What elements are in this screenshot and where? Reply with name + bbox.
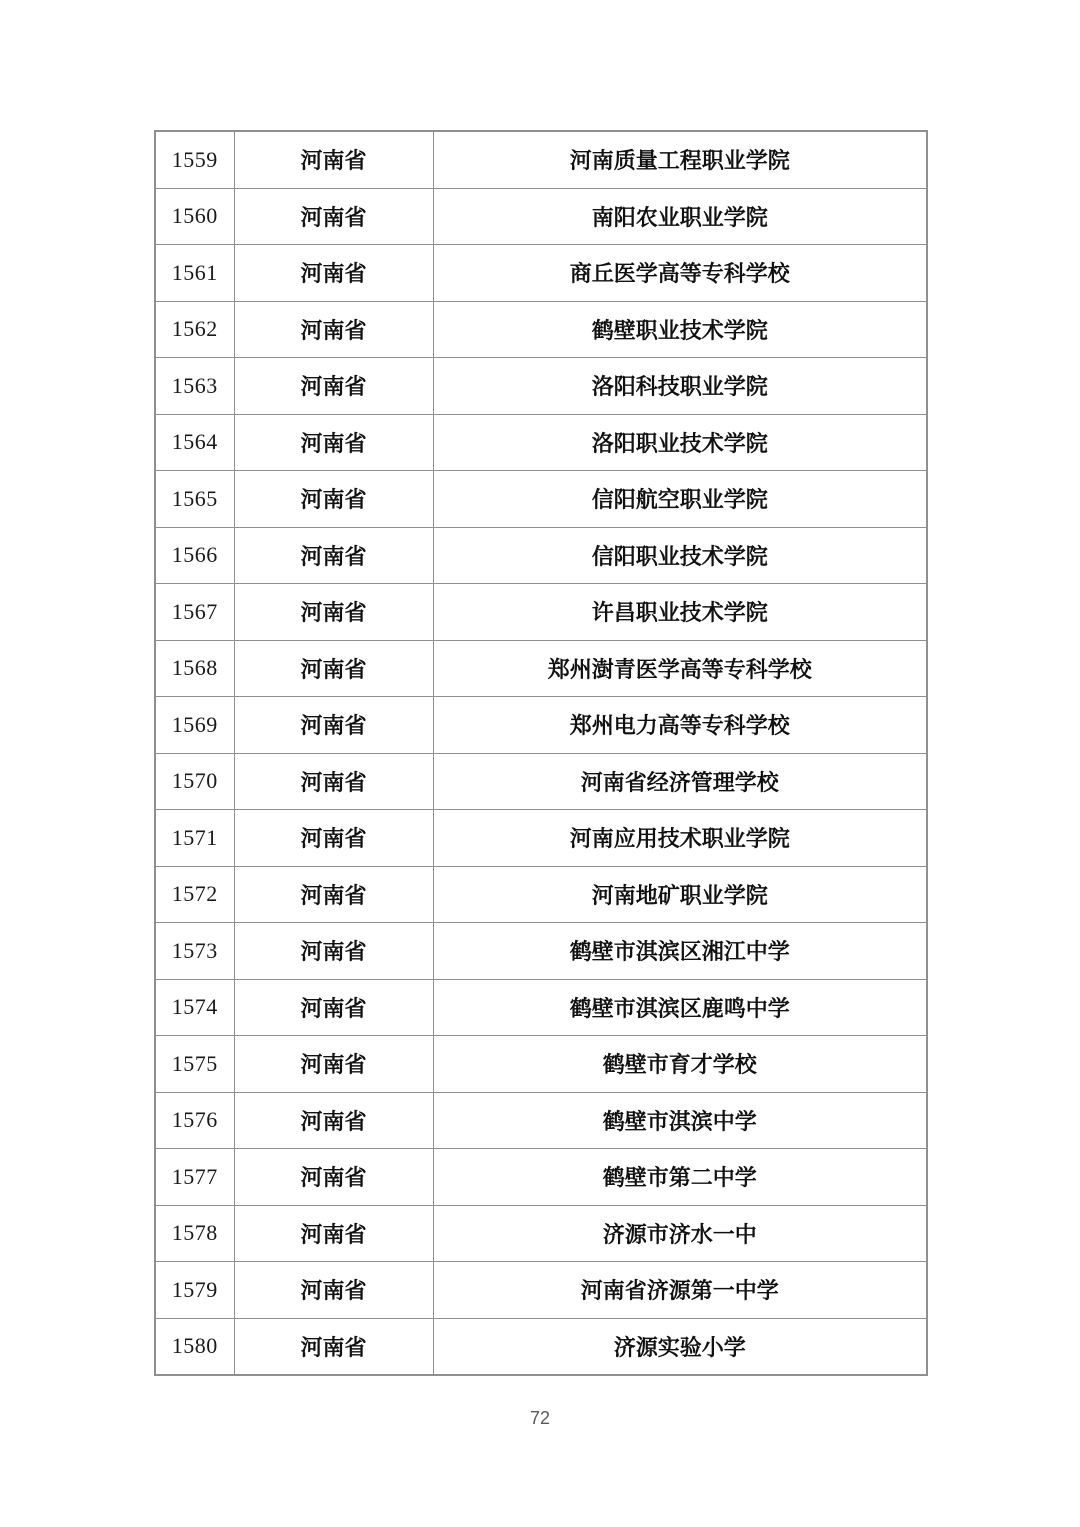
table-row bbox=[155, 1318, 927, 1375]
institution-cell: 河南质量工程职业学院 bbox=[433, 131, 927, 188]
institution-cell: 河南地矿职业学院 bbox=[433, 866, 927, 923]
province-cell: 河南省 bbox=[234, 1036, 433, 1093]
table-row bbox=[155, 358, 927, 415]
province-cell: 河南省 bbox=[234, 471, 433, 528]
province-cell: 河南省 bbox=[234, 640, 433, 697]
table-row bbox=[155, 1149, 927, 1206]
table-row bbox=[155, 1205, 927, 1262]
institution-cell: 河南省经济管理学校 bbox=[433, 753, 927, 810]
institution-cell: 郑州电力高等专科学校 bbox=[433, 697, 927, 754]
serial-cell: 1566 bbox=[155, 527, 234, 584]
serial-cell: 1565 bbox=[155, 471, 234, 528]
institution-cell: 信阳职业技术学院 bbox=[433, 527, 927, 584]
institution-cell: 洛阳职业技术学院 bbox=[433, 414, 927, 471]
province-cell: 河南省 bbox=[234, 923, 433, 980]
serial-cell: 1560 bbox=[155, 188, 234, 245]
serial-cell: 1561 bbox=[155, 245, 234, 302]
province-cell: 河南省 bbox=[234, 1149, 433, 1206]
serial-cell: 1570 bbox=[155, 753, 234, 810]
province-cell: 河南省 bbox=[234, 1318, 433, 1375]
serial-cell: 1568 bbox=[155, 640, 234, 697]
table-row bbox=[155, 584, 927, 641]
serial-cell: 1567 bbox=[155, 584, 234, 641]
institution-cell: 鹤壁市淇滨区鹿鸣中学 bbox=[433, 979, 927, 1036]
institution-cell: 鹤壁市育才学校 bbox=[433, 1036, 927, 1093]
serial-cell: 1573 bbox=[155, 923, 234, 980]
serial-cell: 1562 bbox=[155, 301, 234, 358]
table-row bbox=[155, 1262, 927, 1319]
table-row bbox=[155, 697, 927, 754]
serial-cell: 1575 bbox=[155, 1036, 234, 1093]
province-cell: 河南省 bbox=[234, 979, 433, 1036]
table-row bbox=[155, 527, 927, 584]
table-row bbox=[155, 866, 927, 923]
province-cell: 河南省 bbox=[234, 301, 433, 358]
serial-cell: 1563 bbox=[155, 358, 234, 415]
province-cell: 河南省 bbox=[234, 1092, 433, 1149]
table-row bbox=[155, 979, 927, 1036]
table-row bbox=[155, 301, 927, 358]
serial-cell: 1578 bbox=[155, 1205, 234, 1262]
table-row bbox=[155, 188, 927, 245]
province-cell: 河南省 bbox=[234, 131, 433, 188]
table-row bbox=[155, 245, 927, 302]
province-cell: 河南省 bbox=[234, 358, 433, 415]
province-cell: 河南省 bbox=[234, 753, 433, 810]
province-cell: 河南省 bbox=[234, 866, 433, 923]
serial-cell: 1571 bbox=[155, 810, 234, 867]
serial-cell: 1572 bbox=[155, 866, 234, 923]
table-row bbox=[155, 753, 927, 810]
institution-cell: 河南应用技术职业学院 bbox=[433, 810, 927, 867]
school-table-body bbox=[155, 131, 927, 1375]
province-cell: 河南省 bbox=[234, 1205, 433, 1262]
serial-cell: 1579 bbox=[155, 1262, 234, 1319]
institution-cell: 洛阳科技职业学院 bbox=[433, 358, 927, 415]
institution-cell: 鹤壁市淇滨中学 bbox=[433, 1092, 927, 1149]
table-row bbox=[155, 131, 927, 188]
institution-cell: 济源实验小学 bbox=[433, 1318, 927, 1375]
serial-cell: 1569 bbox=[155, 697, 234, 754]
serial-cell: 1580 bbox=[155, 1318, 234, 1375]
province-cell: 河南省 bbox=[234, 810, 433, 867]
province-cell: 河南省 bbox=[234, 1262, 433, 1319]
institution-cell: 济源市济水一中 bbox=[433, 1205, 927, 1262]
province-cell: 河南省 bbox=[234, 188, 433, 245]
institution-cell: 鹤壁市第二中学 bbox=[433, 1149, 927, 1206]
province-cell: 河南省 bbox=[234, 697, 433, 754]
serial-cell: 1564 bbox=[155, 414, 234, 471]
province-cell: 河南省 bbox=[234, 584, 433, 641]
institution-cell: 信阳航空职业学院 bbox=[433, 471, 927, 528]
table-row bbox=[155, 1092, 927, 1149]
institution-cell: 商丘医学高等专科学校 bbox=[433, 245, 927, 302]
province-cell: 河南省 bbox=[234, 414, 433, 471]
table-row bbox=[155, 471, 927, 528]
table-row bbox=[155, 923, 927, 980]
table-row bbox=[155, 414, 927, 471]
serial-cell: 1577 bbox=[155, 1149, 234, 1206]
institution-cell: 许昌职业技术学院 bbox=[433, 584, 927, 641]
province-cell: 河南省 bbox=[234, 245, 433, 302]
table-row bbox=[155, 1036, 927, 1093]
table-row bbox=[155, 810, 927, 867]
serial-cell: 1574 bbox=[155, 979, 234, 1036]
school-list-table bbox=[154, 130, 928, 1376]
page-number: 72 bbox=[529, 1408, 551, 1428]
institution-cell: 郑州澍青医学高等专科学校 bbox=[433, 640, 927, 697]
serial-cell: 1559 bbox=[155, 131, 234, 188]
province-cell: 河南省 bbox=[234, 527, 433, 584]
institution-cell: 鹤壁职业技术学院 bbox=[433, 301, 927, 358]
serial-cell: 1576 bbox=[155, 1092, 234, 1149]
institution-cell: 鹤壁市淇滨区湘江中学 bbox=[433, 923, 927, 980]
institution-cell: 南阳农业职业学院 bbox=[433, 188, 927, 245]
institution-cell: 河南省济源第一中学 bbox=[433, 1262, 927, 1319]
table-row bbox=[155, 640, 927, 697]
